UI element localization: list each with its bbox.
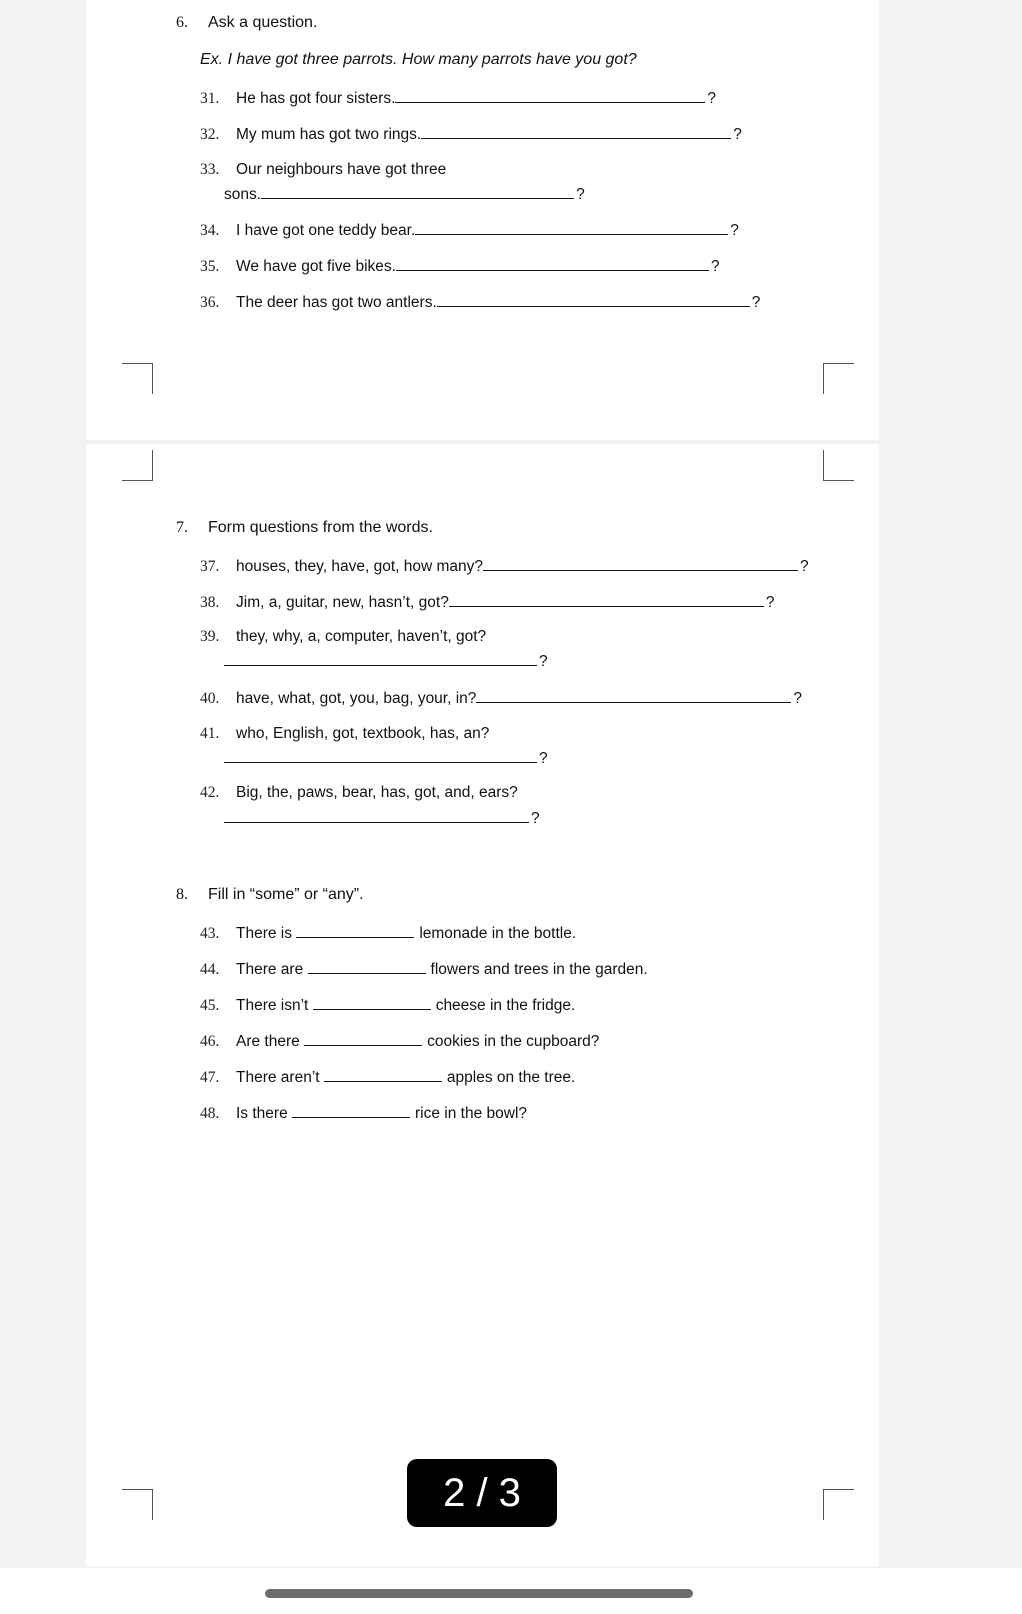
section-8-heading bbox=[176, 886, 364, 904]
question-mark: ? bbox=[531, 810, 540, 827]
item-number: 45. bbox=[200, 997, 220, 1014]
section-6-heading bbox=[176, 14, 317, 32]
item-text-after: cheese in the fridge. bbox=[435, 997, 576, 1014]
item-text: who, English, got, textbook, has, an? bbox=[236, 725, 490, 742]
item-number: 48. bbox=[200, 1105, 220, 1122]
exercise-item-41 bbox=[200, 725, 489, 743]
exercise-item-42 bbox=[200, 784, 518, 802]
item-number: 47. bbox=[200, 1069, 220, 1086]
item-text-continuation: sons. bbox=[224, 186, 262, 203]
exercise-item-39-answer bbox=[224, 651, 548, 671]
answer-blank[interactable] bbox=[224, 808, 529, 823]
section-number: 8. bbox=[176, 886, 188, 903]
question-mark: ? bbox=[710, 258, 720, 275]
exercise-item-40 bbox=[200, 688, 802, 708]
item-text: We have got five bikes. bbox=[236, 258, 396, 275]
exercise-item-41-answer bbox=[224, 748, 548, 768]
question-mark: ? bbox=[539, 653, 548, 670]
crop-mark bbox=[823, 363, 854, 394]
question-mark: ? bbox=[793, 690, 803, 707]
answer-blank[interactable] bbox=[396, 256, 709, 271]
item-text: Our neighbours have got three bbox=[236, 161, 447, 178]
item-text-after: cookies in the cupboard? bbox=[427, 1033, 600, 1050]
crop-mark bbox=[823, 450, 854, 481]
answer-blank[interactable] bbox=[324, 1067, 442, 1082]
item-text-after: lemonade in the bottle. bbox=[419, 925, 577, 942]
exercise-item-36 bbox=[200, 292, 760, 312]
document-page-1 bbox=[86, 0, 879, 440]
answer-blank[interactable] bbox=[308, 959, 426, 974]
answer-blank[interactable] bbox=[395, 88, 705, 103]
section-7-heading bbox=[176, 519, 433, 537]
answer-blank[interactable] bbox=[421, 124, 731, 139]
item-text-after: flowers and trees in the garden. bbox=[430, 961, 648, 978]
exercise-item-33-continuation bbox=[224, 184, 585, 204]
answer-blank[interactable] bbox=[483, 556, 798, 571]
page-indicator: 2 / 3 bbox=[407, 1459, 557, 1527]
section-title: Ask a question. bbox=[208, 14, 318, 31]
item-number: 33. bbox=[200, 161, 220, 178]
item-number: 35. bbox=[200, 258, 220, 275]
item-text: He has got four sisters. bbox=[236, 90, 396, 107]
question-mark: ? bbox=[539, 750, 548, 767]
document-page-2 bbox=[86, 444, 879, 1566]
exercise-item-46 bbox=[200, 1031, 599, 1051]
item-text-after: rice in the bowl? bbox=[415, 1105, 528, 1122]
item-number: 31. bbox=[200, 90, 220, 107]
answer-blank[interactable] bbox=[224, 748, 537, 763]
item-number: 32. bbox=[200, 126, 220, 143]
exercise-item-32 bbox=[200, 124, 742, 144]
item-number: 37. bbox=[200, 558, 220, 575]
exercise-item-38 bbox=[200, 592, 774, 612]
exercise-item-34 bbox=[200, 220, 739, 240]
question-mark: ? bbox=[800, 558, 809, 575]
item-number: 46. bbox=[200, 1033, 220, 1050]
exercise-item-31 bbox=[200, 88, 716, 108]
item-number: 42. bbox=[200, 784, 220, 801]
item-number: 39. bbox=[200, 628, 220, 645]
answer-blank[interactable] bbox=[415, 220, 728, 235]
item-text: houses, they, have, got, how many? bbox=[236, 558, 484, 575]
item-text: The deer has got two antlers. bbox=[236, 294, 437, 311]
answer-blank[interactable] bbox=[304, 1031, 422, 1046]
item-number: 41. bbox=[200, 725, 220, 742]
item-text: My mum has got two rings. bbox=[236, 126, 422, 143]
item-text: I have got one teddy bear. bbox=[236, 222, 416, 239]
crop-mark bbox=[122, 1489, 153, 1520]
answer-blank[interactable] bbox=[476, 688, 791, 703]
exercise-item-48 bbox=[200, 1103, 527, 1123]
section-number: 7. bbox=[176, 519, 188, 536]
question-mark: ? bbox=[730, 222, 739, 239]
exercise-item-33 bbox=[200, 161, 446, 179]
item-text: they, why, a, computer, haven’t, got? bbox=[236, 628, 487, 645]
answer-blank[interactable] bbox=[292, 1103, 410, 1118]
question-mark: ? bbox=[576, 186, 585, 203]
exercise-item-37 bbox=[200, 556, 809, 576]
item-number: 36. bbox=[200, 294, 220, 311]
question-mark: ? bbox=[765, 594, 775, 611]
item-text: Jim, a, guitar, new, hasn’t, got? bbox=[236, 594, 449, 611]
exercise-item-42-answer bbox=[224, 808, 540, 828]
answer-blank[interactable] bbox=[449, 592, 764, 607]
item-text-after: apples on the tree. bbox=[446, 1069, 576, 1086]
exercise-item-45 bbox=[200, 995, 575, 1015]
answer-blank[interactable] bbox=[261, 184, 574, 199]
exercise-item-43 bbox=[200, 923, 576, 943]
section-title: Fill in “some” or “any”. bbox=[208, 886, 364, 903]
question-mark: ? bbox=[733, 126, 742, 143]
item-number: 44. bbox=[200, 961, 220, 978]
item-text-before: Is there bbox=[236, 1105, 288, 1122]
item-text-before: There is bbox=[236, 925, 292, 942]
exercise-item-39 bbox=[200, 628, 486, 646]
item-text-before: There are bbox=[236, 961, 304, 978]
question-mark: ? bbox=[751, 294, 761, 311]
crop-mark bbox=[823, 1489, 854, 1520]
home-indicator[interactable] bbox=[265, 1589, 693, 1598]
exercise-item-35 bbox=[200, 256, 720, 276]
answer-blank[interactable] bbox=[296, 923, 414, 938]
item-text-before: Are there bbox=[236, 1033, 300, 1050]
item-number: 43. bbox=[200, 925, 220, 942]
section-number: 6. bbox=[176, 14, 188, 31]
question-mark: ? bbox=[707, 90, 716, 107]
answer-blank[interactable] bbox=[313, 995, 431, 1010]
example-sentence: Ex. I have got three parrots. How many parrots have you got? bbox=[200, 51, 637, 68]
section-title: Form questions from the words. bbox=[208, 519, 433, 536]
answer-blank[interactable] bbox=[224, 651, 537, 666]
item-text: Big, the, paws, bear, has, got, and, ears? bbox=[236, 784, 518, 801]
item-text-before: There aren’t bbox=[236, 1069, 320, 1086]
item-number: 40. bbox=[200, 690, 220, 707]
crop-mark bbox=[122, 450, 153, 481]
item-number: 38. bbox=[200, 594, 220, 611]
item-text-before: There isn’t bbox=[236, 997, 309, 1014]
item-text: have, what, got, you, bag, your, in? bbox=[236, 690, 477, 707]
answer-blank[interactable] bbox=[437, 292, 750, 307]
crop-mark bbox=[122, 363, 153, 394]
exercise-item-47 bbox=[200, 1067, 575, 1087]
item-number: 34. bbox=[200, 222, 220, 239]
exercise-item-44 bbox=[200, 959, 648, 979]
